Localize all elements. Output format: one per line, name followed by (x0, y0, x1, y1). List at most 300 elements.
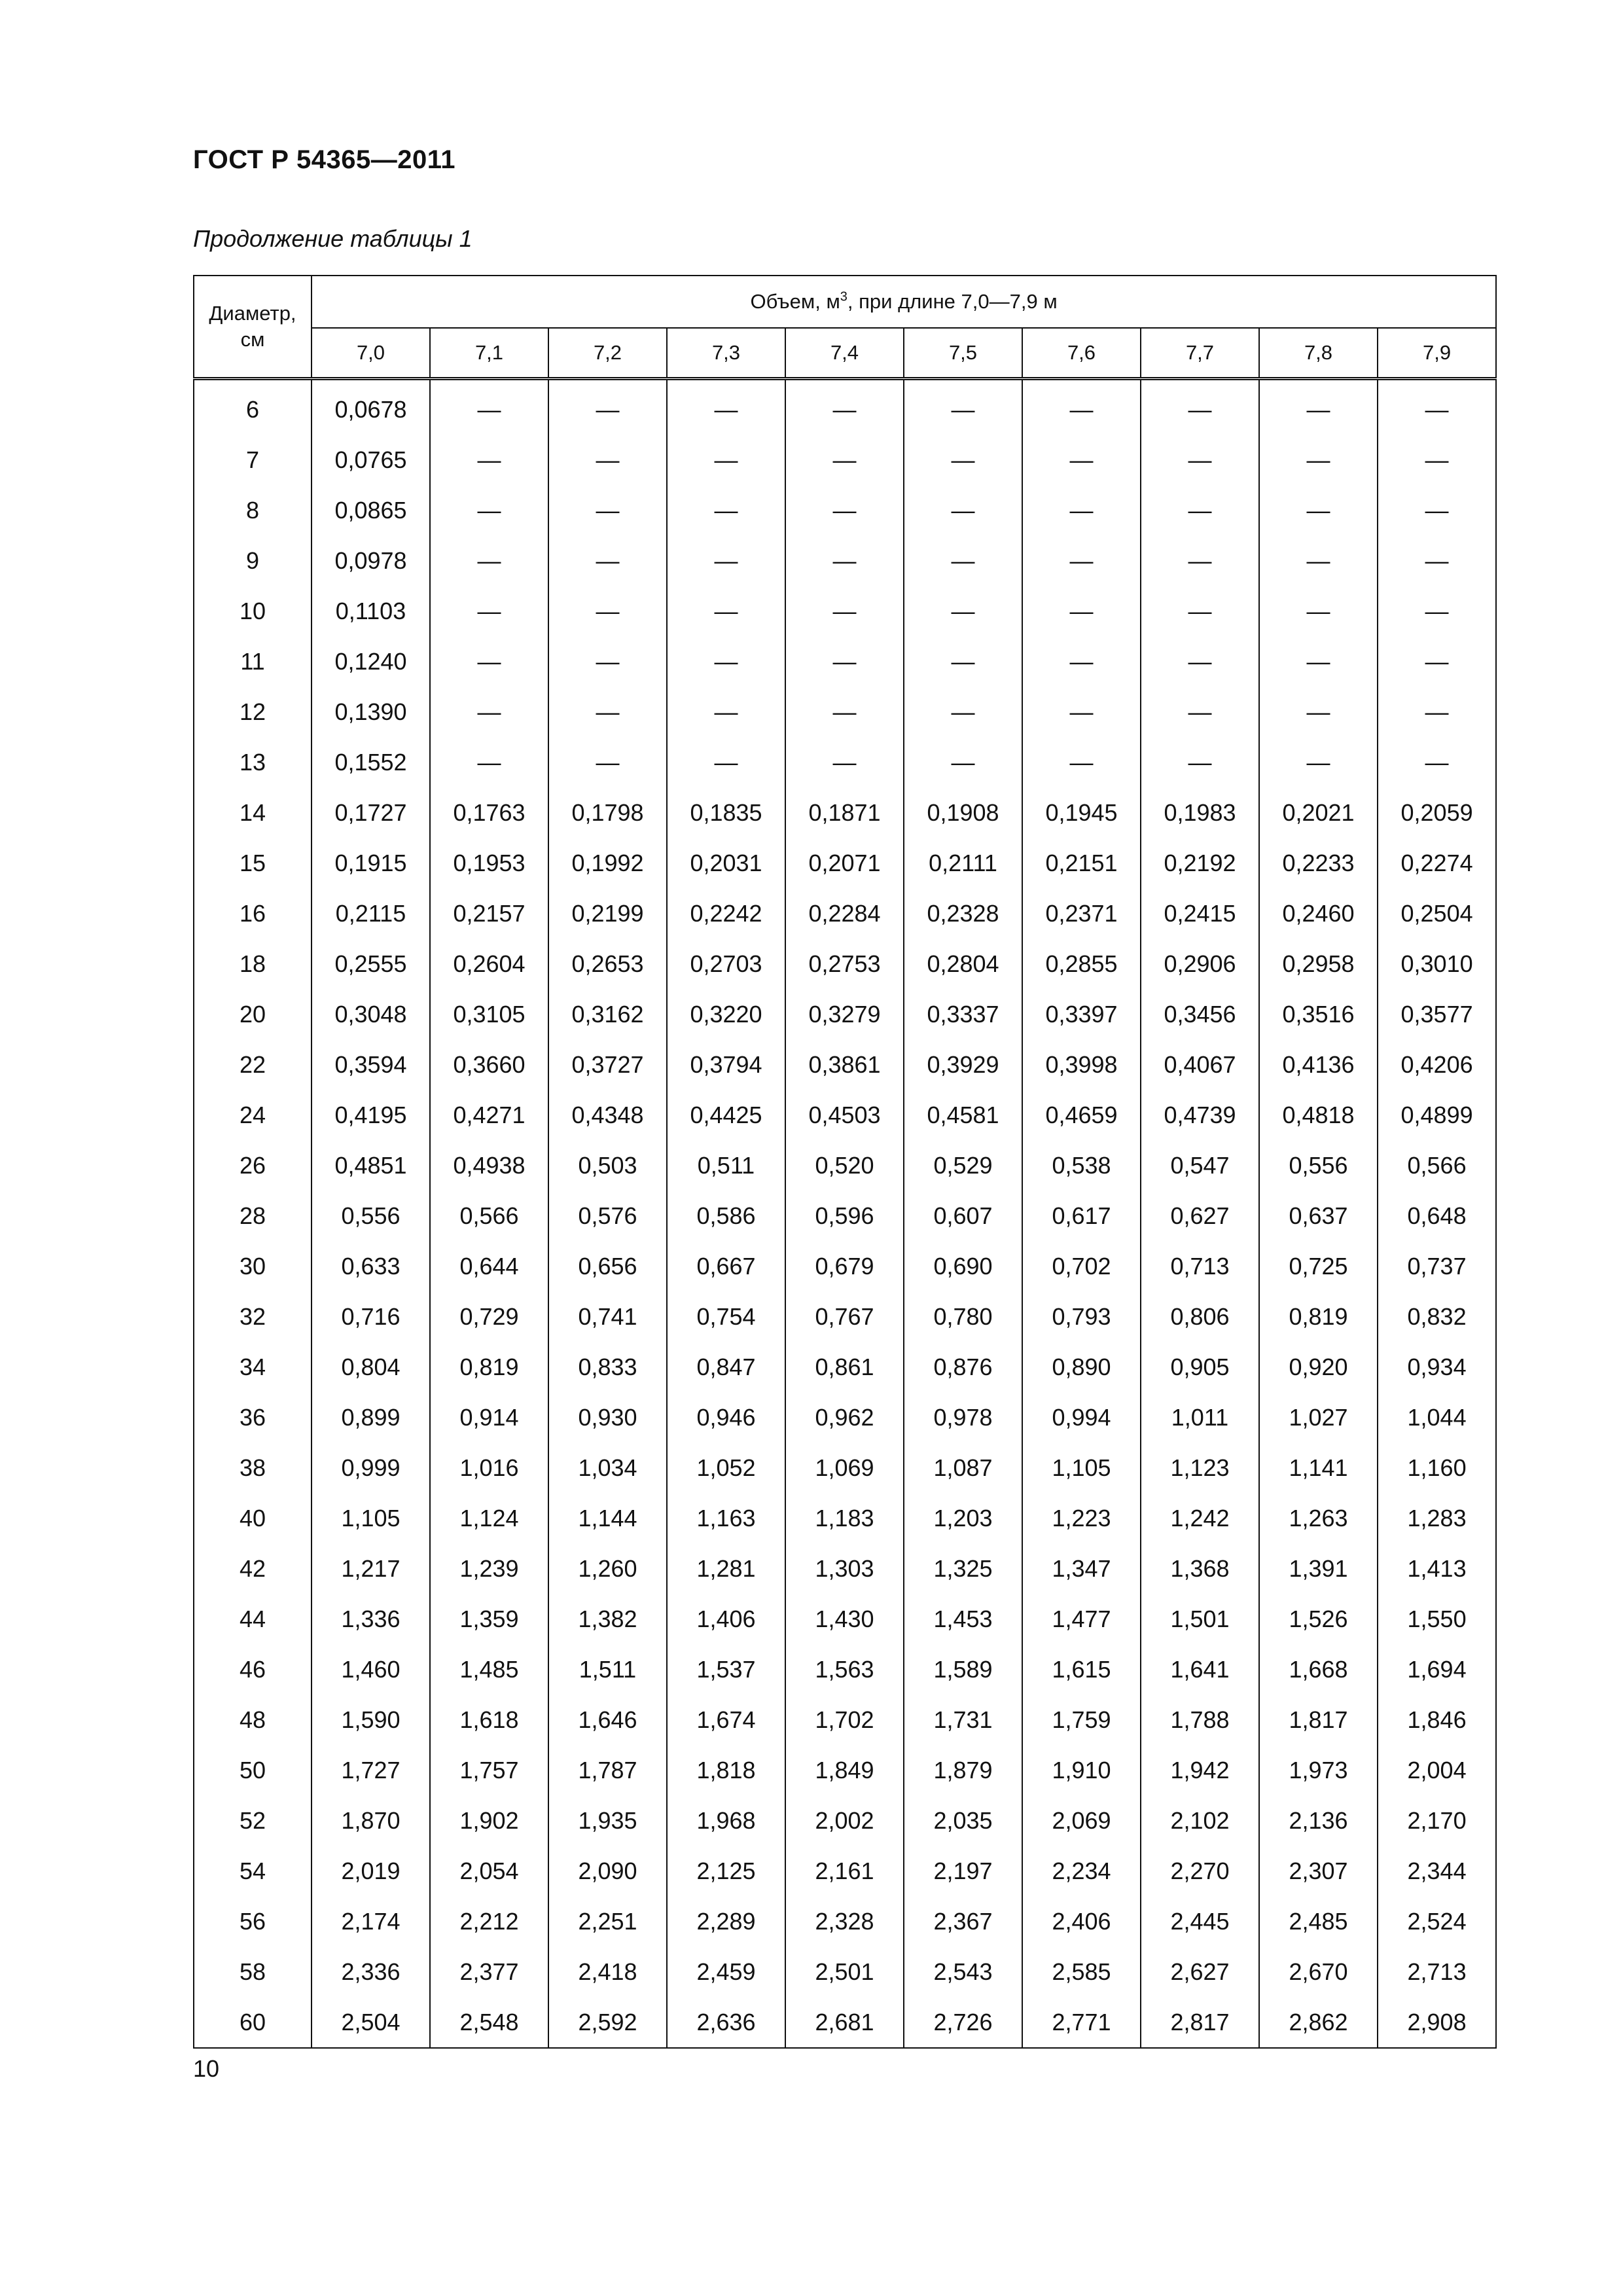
volume-cell: 2,406 (1022, 1896, 1141, 1946)
table-row (194, 435, 1496, 485)
volume-cell: 0,767 (785, 1291, 904, 1342)
volume-cell: 0,667 (667, 1241, 785, 1291)
volume-cell: 2,862 (1259, 1997, 1378, 2048)
volume-cell: 2,681 (785, 1997, 904, 2048)
volume-cell: 0,4067 (1141, 1039, 1259, 1090)
volume-cell: 2,548 (430, 1997, 548, 2048)
volume-cell: 0,819 (430, 1342, 548, 1392)
volume-cell: — (667, 379, 785, 435)
table-row (194, 535, 1496, 586)
volume-cell: 1,694 (1378, 1644, 1496, 1695)
volume-cell: 1,359 (430, 1594, 548, 1644)
volume-cell: 0,0678 (312, 379, 430, 435)
volume-cell: — (667, 586, 785, 636)
volume-cell: — (1141, 485, 1259, 535)
volume-cell: 0,576 (548, 1191, 667, 1241)
volume-cell: 0,1992 (548, 838, 667, 888)
volume-cell: 0,538 (1022, 1140, 1141, 1191)
volume-cell: 1,203 (904, 1493, 1022, 1543)
volume-cell: 0,2958 (1259, 939, 1378, 989)
volume-cell: 2,090 (548, 1846, 667, 1896)
table-row (194, 787, 1496, 838)
volume-group-header (312, 276, 1496, 328)
volume-cell: 0,741 (548, 1291, 667, 1342)
diameter-cell: 44 (194, 1594, 312, 1644)
diameter-cell: 24 (194, 1090, 312, 1140)
volume-cell: 1,641 (1141, 1644, 1259, 1695)
volume-cell: 0,1953 (430, 838, 548, 888)
volume-cell: 0,861 (785, 1342, 904, 1392)
volume-cell: 0,679 (785, 1241, 904, 1291)
table-row (194, 586, 1496, 636)
volume-cell: — (430, 687, 548, 737)
volume-cell: — (430, 535, 548, 586)
volume-cell: 0,0865 (312, 485, 430, 535)
volume-cell: 2,125 (667, 1846, 785, 1896)
volume-cell: 2,170 (1378, 1795, 1496, 1846)
volume-cell: 1,935 (548, 1795, 667, 1846)
volume-cell: 0,3929 (904, 1039, 1022, 1090)
volume-cell: 0,633 (312, 1241, 430, 1291)
volume-cell: 0,3397 (1022, 989, 1141, 1039)
volume-cell: 0,1240 (312, 636, 430, 687)
volume-table-container (193, 275, 1495, 2049)
volume-cell: 1,590 (312, 1695, 430, 1745)
volume-cell: 0,2653 (548, 939, 667, 989)
volume-cell: 0,4581 (904, 1090, 1022, 1140)
volume-cell: — (667, 687, 785, 737)
volume-cell: 1,163 (667, 1493, 785, 1543)
volume-cell: 0,596 (785, 1191, 904, 1241)
table-row (194, 1946, 1496, 1997)
volume-cell: 1,183 (785, 1493, 904, 1543)
volume-cell: 0,1983 (1141, 787, 1259, 838)
volume-cell: 1,325 (904, 1543, 1022, 1594)
diameter-cell: 10 (194, 586, 312, 636)
volume-cell: 1,087 (904, 1443, 1022, 1493)
volume-cell: 0,754 (667, 1291, 785, 1342)
volume-cell: 1,368 (1141, 1543, 1259, 1594)
diameter-cell: 8 (194, 485, 312, 535)
volume-cell: 1,788 (1141, 1695, 1259, 1745)
volume-cell: 0,899 (312, 1392, 430, 1443)
volume-cell: 0,819 (1259, 1291, 1378, 1342)
volume-cell: — (548, 636, 667, 687)
volume-cell: 1,870 (312, 1795, 430, 1846)
volume-cell: 0,4425 (667, 1090, 785, 1140)
volume-cell: 1,281 (667, 1543, 785, 1594)
volume-cell: — (1378, 435, 1496, 485)
volume-cell: 2,307 (1259, 1846, 1378, 1896)
volume-cell: 0,833 (548, 1342, 667, 1392)
table-row (194, 636, 1496, 687)
volume-cell: 0,2157 (430, 888, 548, 939)
volume-cell: — (785, 636, 904, 687)
volume-cell: 1,902 (430, 1795, 548, 1846)
volume-cell: 0,725 (1259, 1241, 1378, 1291)
volume-cell: — (904, 737, 1022, 787)
diameter-cell: 6 (194, 379, 312, 435)
table-row (194, 1140, 1496, 1191)
volume-cell: 0,2604 (430, 939, 548, 989)
volume-cell: 1,879 (904, 1745, 1022, 1795)
length-header-row (194, 328, 1496, 379)
volume-header-superscript: 3 (840, 289, 847, 304)
volume-cell: 0,4503 (785, 1090, 904, 1140)
table-row (194, 687, 1496, 737)
volume-cell: 2,367 (904, 1896, 1022, 1946)
volume-cell: 0,520 (785, 1140, 904, 1191)
volume-header-suffix: , при длине 7,0—7,9 м (847, 290, 1058, 313)
volume-cell: 0,556 (1259, 1140, 1378, 1191)
diameter-cell: 58 (194, 1946, 312, 1997)
volume-cell: 1,511 (548, 1644, 667, 1695)
volume-cell: — (1141, 687, 1259, 737)
volume-cell: — (785, 737, 904, 787)
volume-cell: 2,585 (1022, 1946, 1141, 1997)
volume-cell: 0,2192 (1141, 838, 1259, 888)
volume-cell: — (1259, 586, 1378, 636)
length-column-header: 7,9 (1378, 328, 1496, 379)
table-row (194, 989, 1496, 1039)
volume-cell: 0,2151 (1022, 838, 1141, 888)
table-row (194, 1644, 1496, 1695)
volume-cell: 0,2415 (1141, 888, 1259, 939)
diameter-cell: 7 (194, 435, 312, 485)
volume-cell: 0,1835 (667, 787, 785, 838)
volume-cell: 0,656 (548, 1241, 667, 1291)
diameter-cell: 46 (194, 1644, 312, 1695)
volume-cell: 2,713 (1378, 1946, 1496, 1997)
volume-cell: 2,136 (1259, 1795, 1378, 1846)
table-row (194, 1997, 1496, 2048)
table-row (194, 1241, 1496, 1291)
volume-cell: 0,2111 (904, 838, 1022, 888)
volume-cell: 0,1908 (904, 787, 1022, 838)
diameter-cell: 48 (194, 1695, 312, 1745)
table-row (194, 737, 1496, 787)
volume-cell: — (430, 586, 548, 636)
diameter-cell: 13 (194, 737, 312, 787)
volume-cell: 0,920 (1259, 1342, 1378, 1392)
volume-cell: 0,793 (1022, 1291, 1141, 1342)
volume-cell: — (785, 485, 904, 535)
volume-cell: 0,2504 (1378, 888, 1496, 939)
volume-cell: — (1141, 737, 1259, 787)
volume-cell: 2,270 (1141, 1846, 1259, 1896)
diameter-cell: 30 (194, 1241, 312, 1291)
volume-cell: 0,566 (1378, 1140, 1496, 1191)
table-row (194, 1191, 1496, 1241)
volume-cell: 0,586 (667, 1191, 785, 1241)
volume-cell: 0,2855 (1022, 939, 1141, 989)
volume-cell: 1,283 (1378, 1493, 1496, 1543)
volume-cell: 2,726 (904, 1997, 1022, 2048)
volume-cell: 1,973 (1259, 1745, 1378, 1795)
volume-cell: — (1259, 379, 1378, 435)
table-caption: Продолжение таблицы 1 (193, 225, 473, 252)
table-row (194, 1342, 1496, 1392)
volume-cell: 1,160 (1378, 1443, 1496, 1493)
diameter-cell: 56 (194, 1896, 312, 1946)
volume-cell: — (1378, 535, 1496, 586)
table-row (194, 1896, 1496, 1946)
volume-cell: 1,263 (1259, 1493, 1378, 1543)
volume-cell: 1,069 (785, 1443, 904, 1493)
volume-cell: 2,445 (1141, 1896, 1259, 1946)
volume-cell: 1,406 (667, 1594, 785, 1644)
volume-cell: 1,242 (1141, 1493, 1259, 1543)
volume-cell: — (904, 435, 1022, 485)
volume-cell: 1,968 (667, 1795, 785, 1846)
table-row (194, 1291, 1496, 1342)
volume-cell: 0,737 (1378, 1241, 1496, 1291)
volume-cell: 1,615 (1022, 1644, 1141, 1695)
volume-cell: 0,905 (1141, 1342, 1259, 1392)
diameter-cell: 36 (194, 1392, 312, 1443)
volume-cell: — (430, 435, 548, 485)
length-column-header: 7,7 (1141, 328, 1259, 379)
volume-cell: 0,4271 (430, 1090, 548, 1140)
volume-cell: — (667, 485, 785, 535)
volume-cell: 2,336 (312, 1946, 430, 1997)
volume-cell: 0,804 (312, 1342, 430, 1392)
volume-cell: 1,044 (1378, 1392, 1496, 1443)
volume-cell: 1,759 (1022, 1695, 1141, 1745)
volume-cell: 0,978 (904, 1392, 1022, 1443)
volume-cell: 0,2031 (667, 838, 785, 888)
volume-cell: — (785, 535, 904, 586)
diameter-cell: 26 (194, 1140, 312, 1191)
volume-cell: 2,344 (1378, 1846, 1496, 1896)
volume-cell: 1,124 (430, 1493, 548, 1543)
length-column-header: 7,3 (667, 328, 785, 379)
volume-cell: 0,1763 (430, 787, 548, 838)
volume-cell: 0,934 (1378, 1342, 1496, 1392)
table-row (194, 1745, 1496, 1795)
volume-cell: 1,430 (785, 1594, 904, 1644)
volume-cell: — (785, 586, 904, 636)
volume-cell: 1,668 (1259, 1644, 1378, 1695)
volume-cell: 0,890 (1022, 1342, 1141, 1392)
volume-cell: 1,105 (1022, 1443, 1141, 1493)
diameter-cell: 38 (194, 1443, 312, 1493)
volume-cell: 0,832 (1378, 1291, 1496, 1342)
table-row (194, 1846, 1496, 1896)
table-row (194, 1443, 1496, 1493)
volume-cell: 0,806 (1141, 1291, 1259, 1342)
volume-cell: 0,716 (312, 1291, 430, 1342)
volume-cell: — (1141, 636, 1259, 687)
volume-cell: 0,3220 (667, 989, 785, 1039)
volume-cell: 1,846 (1378, 1695, 1496, 1745)
volume-cell: 0,1871 (785, 787, 904, 838)
diameter-cell: 32 (194, 1291, 312, 1342)
volume-cell: — (667, 435, 785, 485)
volume-cell: 2,418 (548, 1946, 667, 1997)
volume-cell: 2,328 (785, 1896, 904, 1946)
volume-cell: 0,2284 (785, 888, 904, 939)
volume-cell: 1,550 (1378, 1594, 1496, 1644)
volume-cell: — (1259, 737, 1378, 787)
length-column-header: 7,1 (430, 328, 548, 379)
volume-cell: 0,3861 (785, 1039, 904, 1090)
volume-cell: 0,547 (1141, 1140, 1259, 1191)
volume-cell: — (548, 485, 667, 535)
volume-cell: 0,2753 (785, 939, 904, 989)
volume-cell: 0,4899 (1378, 1090, 1496, 1140)
volume-cell: 1,239 (430, 1543, 548, 1594)
volume-cell: 2,627 (1141, 1946, 1259, 1997)
volume-cell: 0,503 (548, 1140, 667, 1191)
volume-cell: — (1259, 435, 1378, 485)
volume-cell: 1,011 (1141, 1392, 1259, 1443)
volume-cell: 1,453 (904, 1594, 1022, 1644)
volume-cell: 0,1390 (312, 687, 430, 737)
volume-cell: 2,174 (312, 1896, 430, 1946)
volume-cell: 0,4659 (1022, 1090, 1141, 1140)
volume-cell: 1,105 (312, 1493, 430, 1543)
volume-cell: 0,627 (1141, 1191, 1259, 1241)
volume-cell: — (1022, 687, 1141, 737)
volume-cell: 0,847 (667, 1342, 785, 1392)
volume-cell: 0,3279 (785, 989, 904, 1039)
volume-cell: 0,4818 (1259, 1090, 1378, 1140)
volume-cell: — (430, 636, 548, 687)
table-row (194, 1695, 1496, 1745)
volume-cell: 0,3337 (904, 989, 1022, 1039)
volume-cell: 2,002 (785, 1795, 904, 1846)
volume-cell: 0,1552 (312, 737, 430, 787)
volume-cell: 2,377 (430, 1946, 548, 1997)
volume-cell: 0,4739 (1141, 1090, 1259, 1140)
volume-cell: 0,3998 (1022, 1039, 1141, 1090)
volume-cell: 2,592 (548, 1997, 667, 2048)
volume-cell: 1,303 (785, 1543, 904, 1594)
volume-cell: 1,537 (667, 1644, 785, 1695)
length-column-header: 7,4 (785, 328, 904, 379)
volume-cell: 2,817 (1141, 1997, 1259, 2048)
volume-cell: 0,4938 (430, 1140, 548, 1191)
volume-cell: 0,511 (667, 1140, 785, 1191)
volume-cell: 0,2021 (1259, 787, 1378, 838)
volume-cell: 2,102 (1141, 1795, 1259, 1846)
volume-cell: — (904, 687, 1022, 737)
volume-cell: — (667, 737, 785, 787)
volume-cell: 2,459 (667, 1946, 785, 1997)
diameter-cell: 42 (194, 1543, 312, 1594)
volume-cell: — (1141, 435, 1259, 485)
volume-cell: 0,644 (430, 1241, 548, 1291)
table-body (194, 379, 1496, 2049)
volume-cell: 0,0765 (312, 435, 430, 485)
table-row (194, 1392, 1496, 1443)
diameter-cell: 34 (194, 1342, 312, 1392)
volume-cell: — (1259, 485, 1378, 535)
volume-cell: 0,3456 (1141, 989, 1259, 1039)
volume-cell: 0,3162 (548, 989, 667, 1039)
volume-cell: — (667, 636, 785, 687)
volume-cell: 0,2274 (1378, 838, 1496, 888)
volume-cell: 0,3105 (430, 989, 548, 1039)
diameter-cell: 11 (194, 636, 312, 687)
volume-cell: 1,460 (312, 1644, 430, 1695)
diameter-cell: 50 (194, 1745, 312, 1795)
volume-cell: 1,563 (785, 1644, 904, 1695)
volume-cell: 1,702 (785, 1695, 904, 1745)
volume-cell: — (1259, 636, 1378, 687)
volume-cell: 0,1945 (1022, 787, 1141, 838)
volume-cell: 1,787 (548, 1745, 667, 1795)
volume-table (193, 275, 1497, 2049)
table-row (194, 1594, 1496, 1644)
diameter-cell: 12 (194, 687, 312, 737)
table-row (194, 1493, 1496, 1543)
table-row (194, 485, 1496, 535)
volume-cell: 0,3594 (312, 1039, 430, 1090)
volume-cell: 2,019 (312, 1846, 430, 1896)
volume-cell: 1,727 (312, 1745, 430, 1795)
volume-cell: 1,849 (785, 1745, 904, 1795)
volume-cell: 1,413 (1378, 1543, 1496, 1594)
volume-cell: 1,589 (904, 1644, 1022, 1695)
volume-cell: 1,347 (1022, 1543, 1141, 1594)
volume-cell: 0,2242 (667, 888, 785, 939)
volume-cell: — (1022, 485, 1141, 535)
volume-cell: 2,289 (667, 1896, 785, 1946)
volume-header-prefix: Объем, м (750, 290, 840, 313)
volume-cell: 2,035 (904, 1795, 1022, 1846)
volume-cell: 0,876 (904, 1342, 1022, 1392)
volume-cell: 0,3660 (430, 1039, 548, 1090)
diameter-cell: 9 (194, 535, 312, 586)
volume-cell: 2,908 (1378, 1997, 1496, 2048)
volume-cell: — (1378, 636, 1496, 687)
volume-cell: — (430, 485, 548, 535)
volume-cell: 1,052 (667, 1443, 785, 1493)
volume-cell: 1,391 (1259, 1543, 1378, 1594)
volume-cell: 1,016 (430, 1443, 548, 1493)
volume-cell: — (548, 379, 667, 435)
volume-cell: 1,217 (312, 1543, 430, 1594)
volume-cell: — (1022, 435, 1141, 485)
volume-cell: — (1141, 535, 1259, 586)
table-header (194, 276, 1496, 379)
volume-cell: 0,999 (312, 1443, 430, 1493)
volume-cell: 1,034 (548, 1443, 667, 1493)
volume-cell: 1,942 (1141, 1745, 1259, 1795)
volume-cell: 0,637 (1259, 1191, 1378, 1241)
volume-cell: 0,0978 (312, 535, 430, 586)
volume-cell: 0,4195 (312, 1090, 430, 1140)
volume-cell: 0,702 (1022, 1241, 1141, 1291)
volume-cell: 0,3794 (667, 1039, 785, 1090)
volume-cell: 1,336 (312, 1594, 430, 1644)
table-row (194, 1795, 1496, 1846)
volume-cell: 1,477 (1022, 1594, 1141, 1644)
volume-cell: 1,123 (1141, 1443, 1259, 1493)
volume-cell: 1,731 (904, 1695, 1022, 1745)
volume-cell: 2,636 (667, 1997, 785, 2048)
volume-cell: 0,2804 (904, 939, 1022, 989)
volume-cell: 0,3048 (312, 989, 430, 1039)
volume-cell: — (1259, 687, 1378, 737)
volume-cell: 1,910 (1022, 1745, 1141, 1795)
volume-cell: 1,144 (548, 1493, 667, 1543)
volume-cell: 0,2906 (1141, 939, 1259, 989)
volume-cell: 1,223 (1022, 1493, 1141, 1543)
volume-cell: 2,212 (430, 1896, 548, 1946)
